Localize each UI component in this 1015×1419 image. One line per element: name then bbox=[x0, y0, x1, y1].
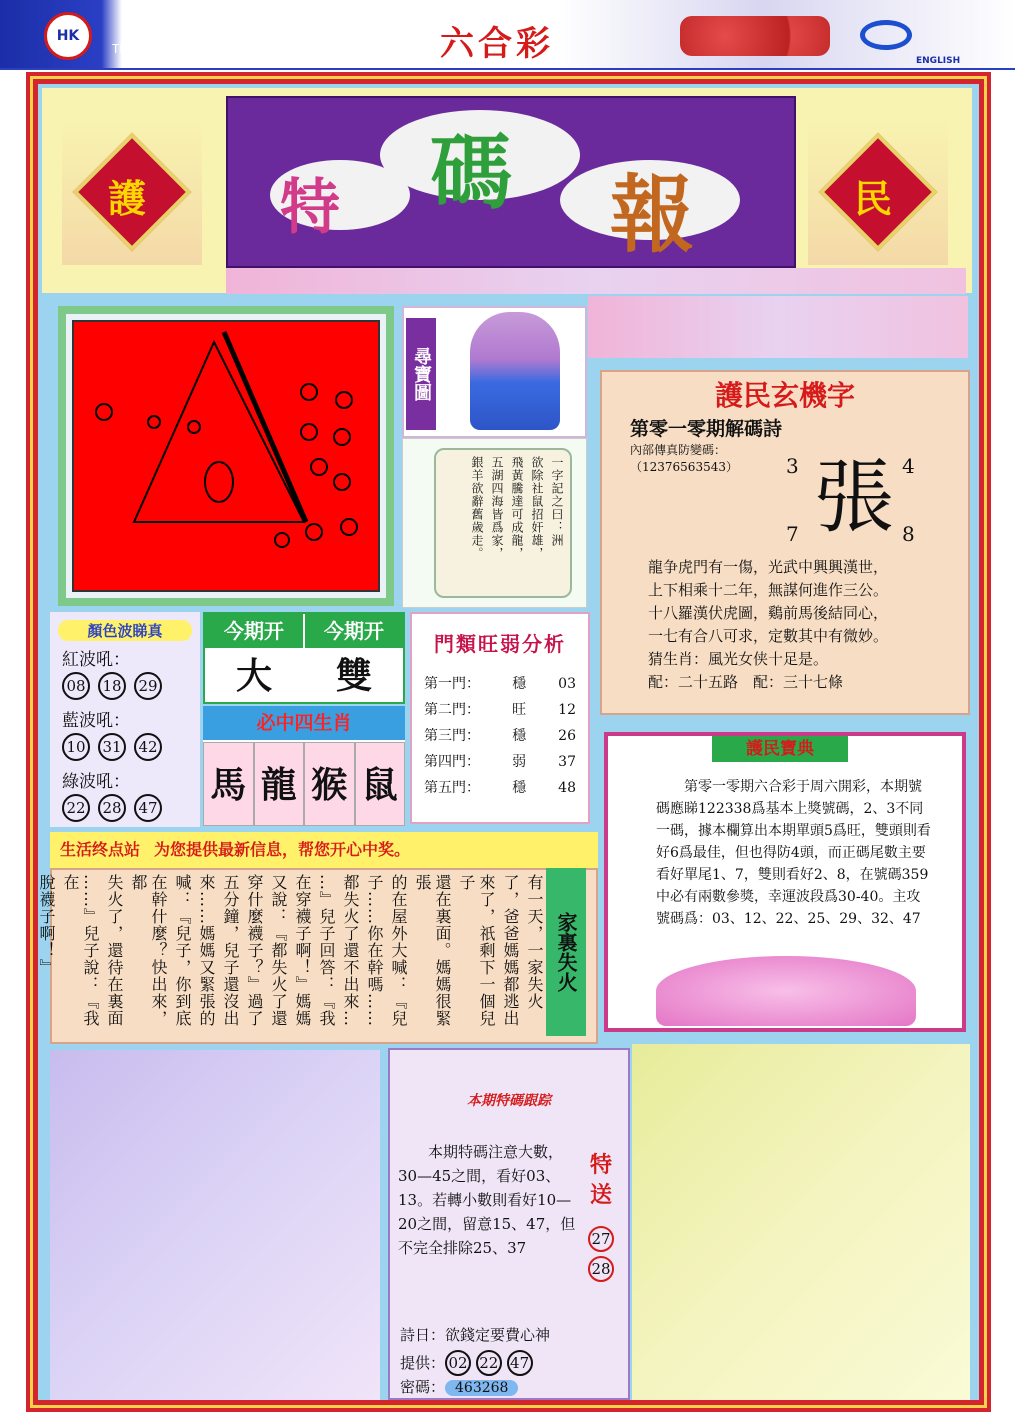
lantern-right-char: 民 bbox=[854, 176, 893, 221]
bao-title: 護民寶典 bbox=[712, 736, 848, 762]
today-panel bbox=[203, 612, 405, 704]
treasure-map-label: 尋寶圖 bbox=[406, 318, 436, 430]
xuan-char: 張 bbox=[814, 451, 894, 544]
track-panel bbox=[388, 1048, 630, 1400]
xuan-num: 4 bbox=[902, 454, 915, 478]
scroll-line: 五湖四海皆爲家， bbox=[490, 456, 504, 560]
story-col: 的在屋外大喊：『兒 bbox=[389, 874, 408, 1027]
door-analysis-panel bbox=[410, 612, 590, 824]
puzzle-drawing-icon bbox=[74, 322, 382, 594]
bao-text: 第零一零期六合彩于周六開彩，本期號碼應睇122338爲基本上獎號碼，2、3不同一碼，據本欄算出本期單頭5爲旺，雙頭則看好6爲最佳，但也得防4頭，而正碼尾數主要看好單尾1、7，雙則看好2、8，在號碼359中必有兩數參獎，幸運波段爲30-40。主攻號碼爲：03、12、22、25、29、32、47 bbox=[656, 779, 931, 927]
lantern-left-char: 護 bbox=[108, 176, 147, 221]
hkjc-logo-icon[interactable]: HK bbox=[44, 12, 92, 60]
xuan-phone: （12376563543） bbox=[630, 460, 738, 474]
num-ball: 29 bbox=[134, 672, 162, 700]
door-row: 第四門： 弱 37 bbox=[424, 754, 576, 770]
story-col: 來……媽媽又緊張的 bbox=[197, 874, 216, 1027]
blurred-ad-right bbox=[632, 1044, 970, 1400]
special-label: 特 送 bbox=[590, 1152, 613, 1208]
english-link[interactable]: ENGLISH bbox=[916, 56, 961, 66]
num-ball: 18 bbox=[98, 672, 126, 700]
num-ball: 28 bbox=[98, 794, 126, 822]
num-ball: 10 bbox=[62, 733, 90, 761]
org-name-en: The Hong Kong Jockey Club bbox=[112, 42, 293, 56]
today-value: 雙 bbox=[335, 655, 372, 697]
story-col: 都失火了還不出來… bbox=[341, 874, 360, 1027]
code-pill: 463268 bbox=[445, 1380, 518, 1396]
story-col: 喊：『兒子，你到底 bbox=[173, 874, 192, 1027]
page-title: 六合彩 bbox=[440, 24, 554, 64]
num-ball: 31 bbox=[98, 733, 126, 761]
special-num: 27 bbox=[588, 1226, 614, 1252]
blurred-ad bbox=[588, 296, 968, 358]
xuan-num: 3 bbox=[786, 454, 799, 478]
zodiac-item: 馬 bbox=[203, 742, 254, 826]
code-row: 密碼： 463268 bbox=[400, 1376, 518, 1397]
wave-title: 顏色波睇真 bbox=[58, 620, 192, 641]
story-col: ……』兒子說：『我在 bbox=[61, 874, 100, 1027]
story-col: …』兒子回答：『我 bbox=[317, 874, 336, 1027]
lantern-right bbox=[808, 120, 948, 265]
wave-label: 藍波吼： bbox=[62, 711, 130, 731]
banner-char-3: 報 bbox=[610, 165, 695, 264]
blurred-ad-left bbox=[50, 1050, 380, 1400]
num-ball: 22 bbox=[62, 794, 90, 822]
wave-label: 紅波吼： bbox=[62, 650, 130, 670]
life-story bbox=[37, 868, 598, 1044]
horses-icon bbox=[680, 16, 830, 56]
story-col: 穿什麼襪子？』過了 bbox=[245, 874, 264, 1027]
story-col: 失火了，還待在裏面 bbox=[105, 874, 124, 1027]
xuan-title: 護民玄機字 bbox=[714, 379, 855, 412]
story-col: 了，爸爸媽媽都逃出 bbox=[501, 874, 520, 1027]
scroll-line: 一字記之曰：洲 bbox=[550, 456, 564, 547]
xuan-num: 7 bbox=[786, 522, 799, 546]
story-col: 在幹什麼？快出來，都 bbox=[129, 874, 168, 1027]
scroll-line: 欲除社鼠招奸雄， bbox=[530, 456, 544, 560]
xuan-num: 8 bbox=[902, 522, 915, 546]
today-head: 今期开 bbox=[305, 614, 403, 648]
banner-char-2: 碼 bbox=[430, 125, 513, 221]
story-col: 有一天，一家失火 bbox=[525, 874, 544, 1010]
num-ball: 42 bbox=[134, 733, 162, 761]
num-ball: 47 bbox=[134, 794, 162, 822]
xuan-note: 內部傳真防變碼： bbox=[630, 443, 727, 457]
num-ball: 08 bbox=[62, 672, 90, 700]
xuan-subtitle: 第零一零期解碼詩 bbox=[630, 418, 783, 440]
xuan-panel bbox=[600, 370, 970, 715]
org-name-cn: 香港赛马会 bbox=[130, 23, 200, 39]
today-value: 大 bbox=[235, 655, 272, 697]
supply-row: 提供： 02 22 47 bbox=[400, 1350, 533, 1376]
story-col: 又說：『都失火了還 bbox=[269, 874, 288, 1027]
story-col: 五分鐘，兒子還沒出 bbox=[221, 874, 240, 1027]
four-zodiac-title: 必中四生肖 bbox=[203, 706, 405, 740]
story-col: 脫襪子啊！』 bbox=[37, 874, 56, 976]
scroll-line: 銀羊欲辭舊歲走。 bbox=[470, 456, 484, 560]
door-row: 第三門： 穩 26 bbox=[424, 728, 576, 744]
track-poem: 詩日：欲錢定要費心神 bbox=[400, 1326, 551, 1344]
puzzle-image bbox=[72, 320, 380, 592]
lantern-left bbox=[62, 120, 202, 265]
special-num: 28 bbox=[588, 1256, 614, 1282]
scroll-poem bbox=[434, 448, 572, 598]
pig-mascot-icon bbox=[470, 312, 560, 430]
scroll-line: 飛黃騰達可成龍， bbox=[510, 456, 524, 560]
lotus-icon bbox=[656, 956, 916, 1026]
special-nums bbox=[588, 1226, 628, 1282]
wave-label: 綠波吼： bbox=[62, 772, 130, 792]
zodiac-item: 猴 bbox=[304, 742, 355, 826]
door-row: 第五門： 穩 48 bbox=[424, 780, 576, 796]
banner-char-1: 特 bbox=[280, 173, 340, 243]
rings-logo-icon[interactable] bbox=[860, 20, 912, 50]
story-col: 子……你在幹嗎…… bbox=[365, 874, 384, 1027]
life-header: 生活终点站 为您提供最新信息，帮您开心中奖。 bbox=[50, 832, 598, 868]
xuan-poem: 龍争虎門有一傷，光武中興興漢世， 上下相乘十二年，無謀何進作三公。 十八羅漢伏虎圖，鷄前馬後結同心， 一七有合八可求，定數其中有微妙。 猜生肖：風光女侠十足是。 配：二十五路 配：三十七條 bbox=[648, 558, 889, 691]
track-title: 本期特碼跟踪 bbox=[467, 1093, 551, 1109]
door-row: 第一門： 穩 03 bbox=[424, 676, 576, 692]
zodiac-row bbox=[203, 742, 405, 826]
wave-panel bbox=[50, 612, 200, 827]
zodiac-item: 龍 bbox=[254, 742, 305, 826]
zodiac-item: 鼠 bbox=[355, 742, 406, 826]
today-head: 今期开 bbox=[205, 614, 303, 648]
bao-panel bbox=[604, 732, 966, 1032]
banner-strip bbox=[226, 268, 966, 294]
track-body: 本期特碼注意大數，30—45之間，看好03、13。若轉小數則看好10—20之間，留意15、47，但不完全排除25、37 bbox=[398, 1143, 576, 1257]
story-side-title: 家裏失火 bbox=[546, 868, 586, 1036]
story-col: 還在裏面。媽媽很緊張 bbox=[413, 874, 452, 1027]
door-row: 第二門： 旺 12 bbox=[424, 702, 576, 718]
door-title: 門類旺弱分析 bbox=[434, 632, 566, 656]
story-col: 在穿襪子啊！』媽媽 bbox=[293, 874, 312, 1027]
story-col: 來了，祇剩下一個兒子 bbox=[457, 874, 496, 1027]
